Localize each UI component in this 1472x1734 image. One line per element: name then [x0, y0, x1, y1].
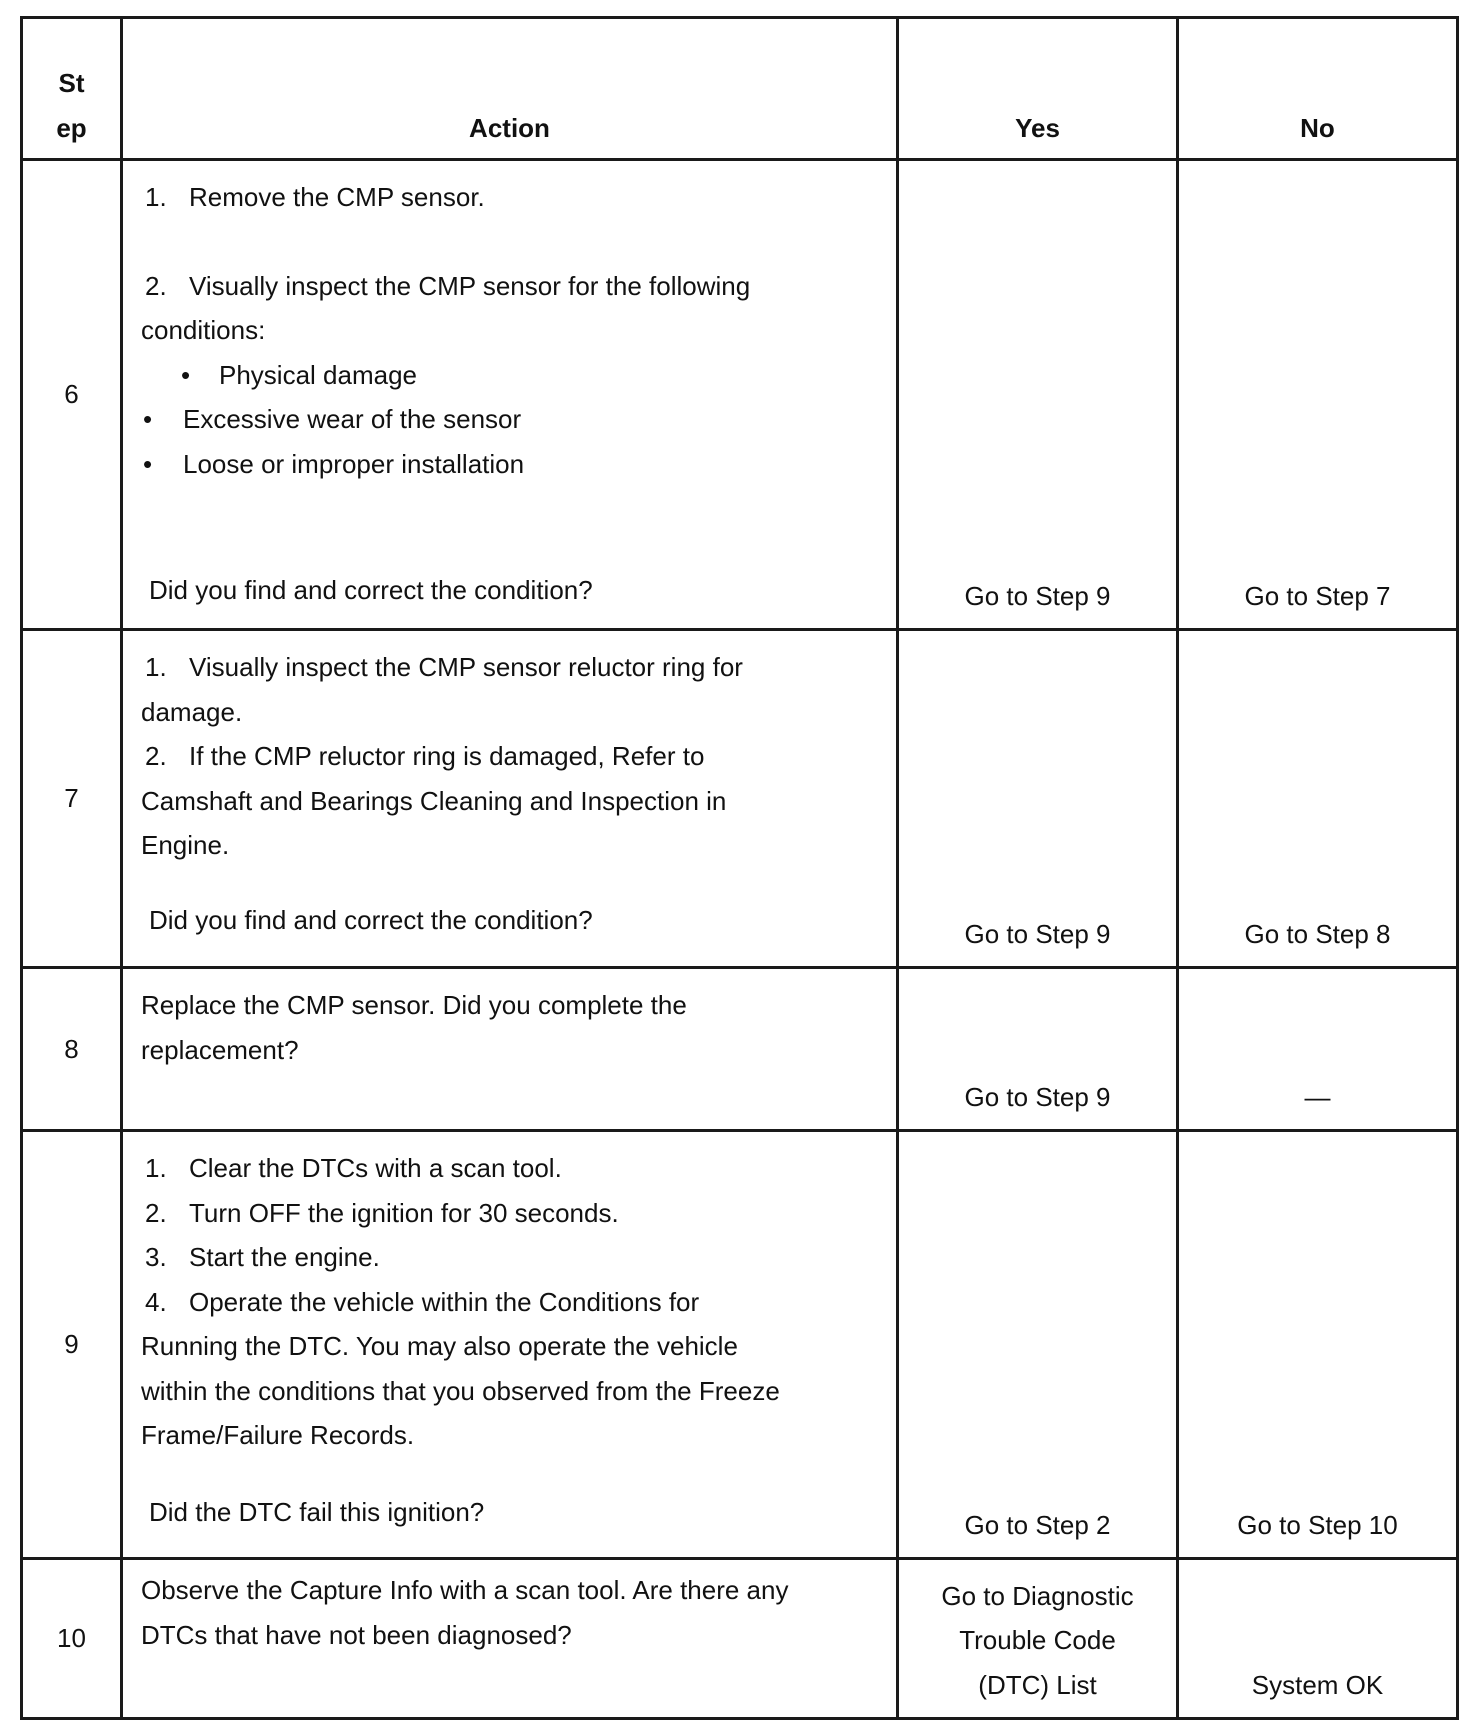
table-row: [22, 630, 1458, 968]
no-header: No: [1178, 18, 1458, 160]
no-outcome: Go to Step 7: [1178, 160, 1458, 630]
diagnostic-table: [20, 16, 1459, 1720]
action-line: damage.: [141, 696, 243, 727]
table-row: [22, 968, 1458, 1131]
bullet-icon: •: [143, 404, 153, 434]
action-cell: [122, 160, 898, 630]
step-number: 10: [22, 1559, 122, 1719]
question-text: Did you find and correct the condition?: [149, 575, 593, 605]
question-text: Did you find and correct the condition?: [149, 904, 593, 935]
action-line: Observe the Capture Info with a scan tool. Are there any: [141, 1575, 789, 1605]
yes-outcome: [898, 1559, 1178, 1719]
step-header: [22, 18, 122, 160]
no-outcome: —: [1178, 968, 1458, 1131]
action-line: 4. Operate the vehicle within the Conditions for: [145, 1286, 700, 1317]
header-row: [22, 18, 1458, 160]
action-header: Action: [122, 18, 898, 160]
action-line: conditions:: [141, 315, 266, 345]
step-number: 8: [22, 968, 122, 1131]
action-line: 3. Start the engine.: [145, 1242, 380, 1272]
action-line: Running the DTC. You may also operate the vehicle: [141, 1331, 738, 1361]
yes-outcome: Go to Step 2: [898, 1131, 1178, 1559]
table-row: [22, 1559, 1458, 1719]
yes-outcome: Go to Step 9: [898, 630, 1178, 968]
action-cell: [122, 968, 898, 1131]
question-text: Did the DTC fail this ignition?: [149, 1496, 485, 1527]
yes-outcome: Go to Step 9: [898, 160, 1178, 630]
action-line: 1. Remove the CMP sensor.: [145, 182, 485, 212]
action-line: 2. If the CMP reluctor ring is damaged, Refer to: [145, 741, 705, 771]
yes-outcome-line: Trouble Code: [959, 1625, 1116, 1655]
action-line: 1. Visually inspect the CMP sensor reluctor ring for: [145, 652, 743, 682]
step-number: 7: [22, 630, 122, 968]
action-cell: [122, 1131, 898, 1559]
action-line: 2. Turn OFF the ignition for 30 seconds.: [145, 1197, 619, 1228]
action-cell: [122, 1559, 898, 1719]
action-line: Replace the CMP sensor. Did you complete the: [141, 990, 687, 1020]
action-line: 1. Clear the DTCs with a scan tool.: [145, 1153, 562, 1183]
yes-header: Yes: [898, 18, 1178, 160]
yes-outcome-line: (DTC) List: [978, 1669, 1097, 1700]
action-line: DTCs that have not been diagnosed?: [141, 1619, 572, 1650]
table-row: [22, 1131, 1458, 1559]
yes-outcome-line: Go to Diagnostic: [941, 1580, 1134, 1611]
step-header-line1: St: [58, 68, 85, 98]
step-number: 9: [22, 1131, 122, 1559]
action-cell: [122, 630, 898, 968]
action-line: 2. Visually inspect the CMP sensor for the following: [145, 270, 751, 301]
action-line: replacement?: [141, 1034, 299, 1065]
bullet-item: • Loose or improper installation: [141, 442, 884, 487]
action-line: Engine.: [141, 830, 230, 860]
no-outcome: Go to Step 10: [1178, 1131, 1458, 1559]
step-number: 6: [22, 160, 122, 630]
bullet-item: • Excessive wear of the sensor: [141, 397, 884, 442]
no-outcome: System OK: [1178, 1559, 1458, 1719]
action-line: within the conditions that you observed from the Freeze: [141, 1375, 780, 1406]
action-line: Frame/Failure Records.: [141, 1420, 415, 1450]
step-header-line2: ep: [56, 112, 87, 143]
yes-outcome: Go to Step 9: [898, 968, 1178, 1131]
no-outcome: Go to Step 8: [1178, 630, 1458, 968]
action-line: Camshaft and Bearings Cleaning and Inspection in: [141, 785, 727, 816]
bullet-icon: •: [143, 448, 153, 479]
table-row: [22, 160, 1458, 630]
bullet-icon: •: [181, 359, 191, 390]
bullet-item: • Physical damage: [141, 353, 884, 398]
